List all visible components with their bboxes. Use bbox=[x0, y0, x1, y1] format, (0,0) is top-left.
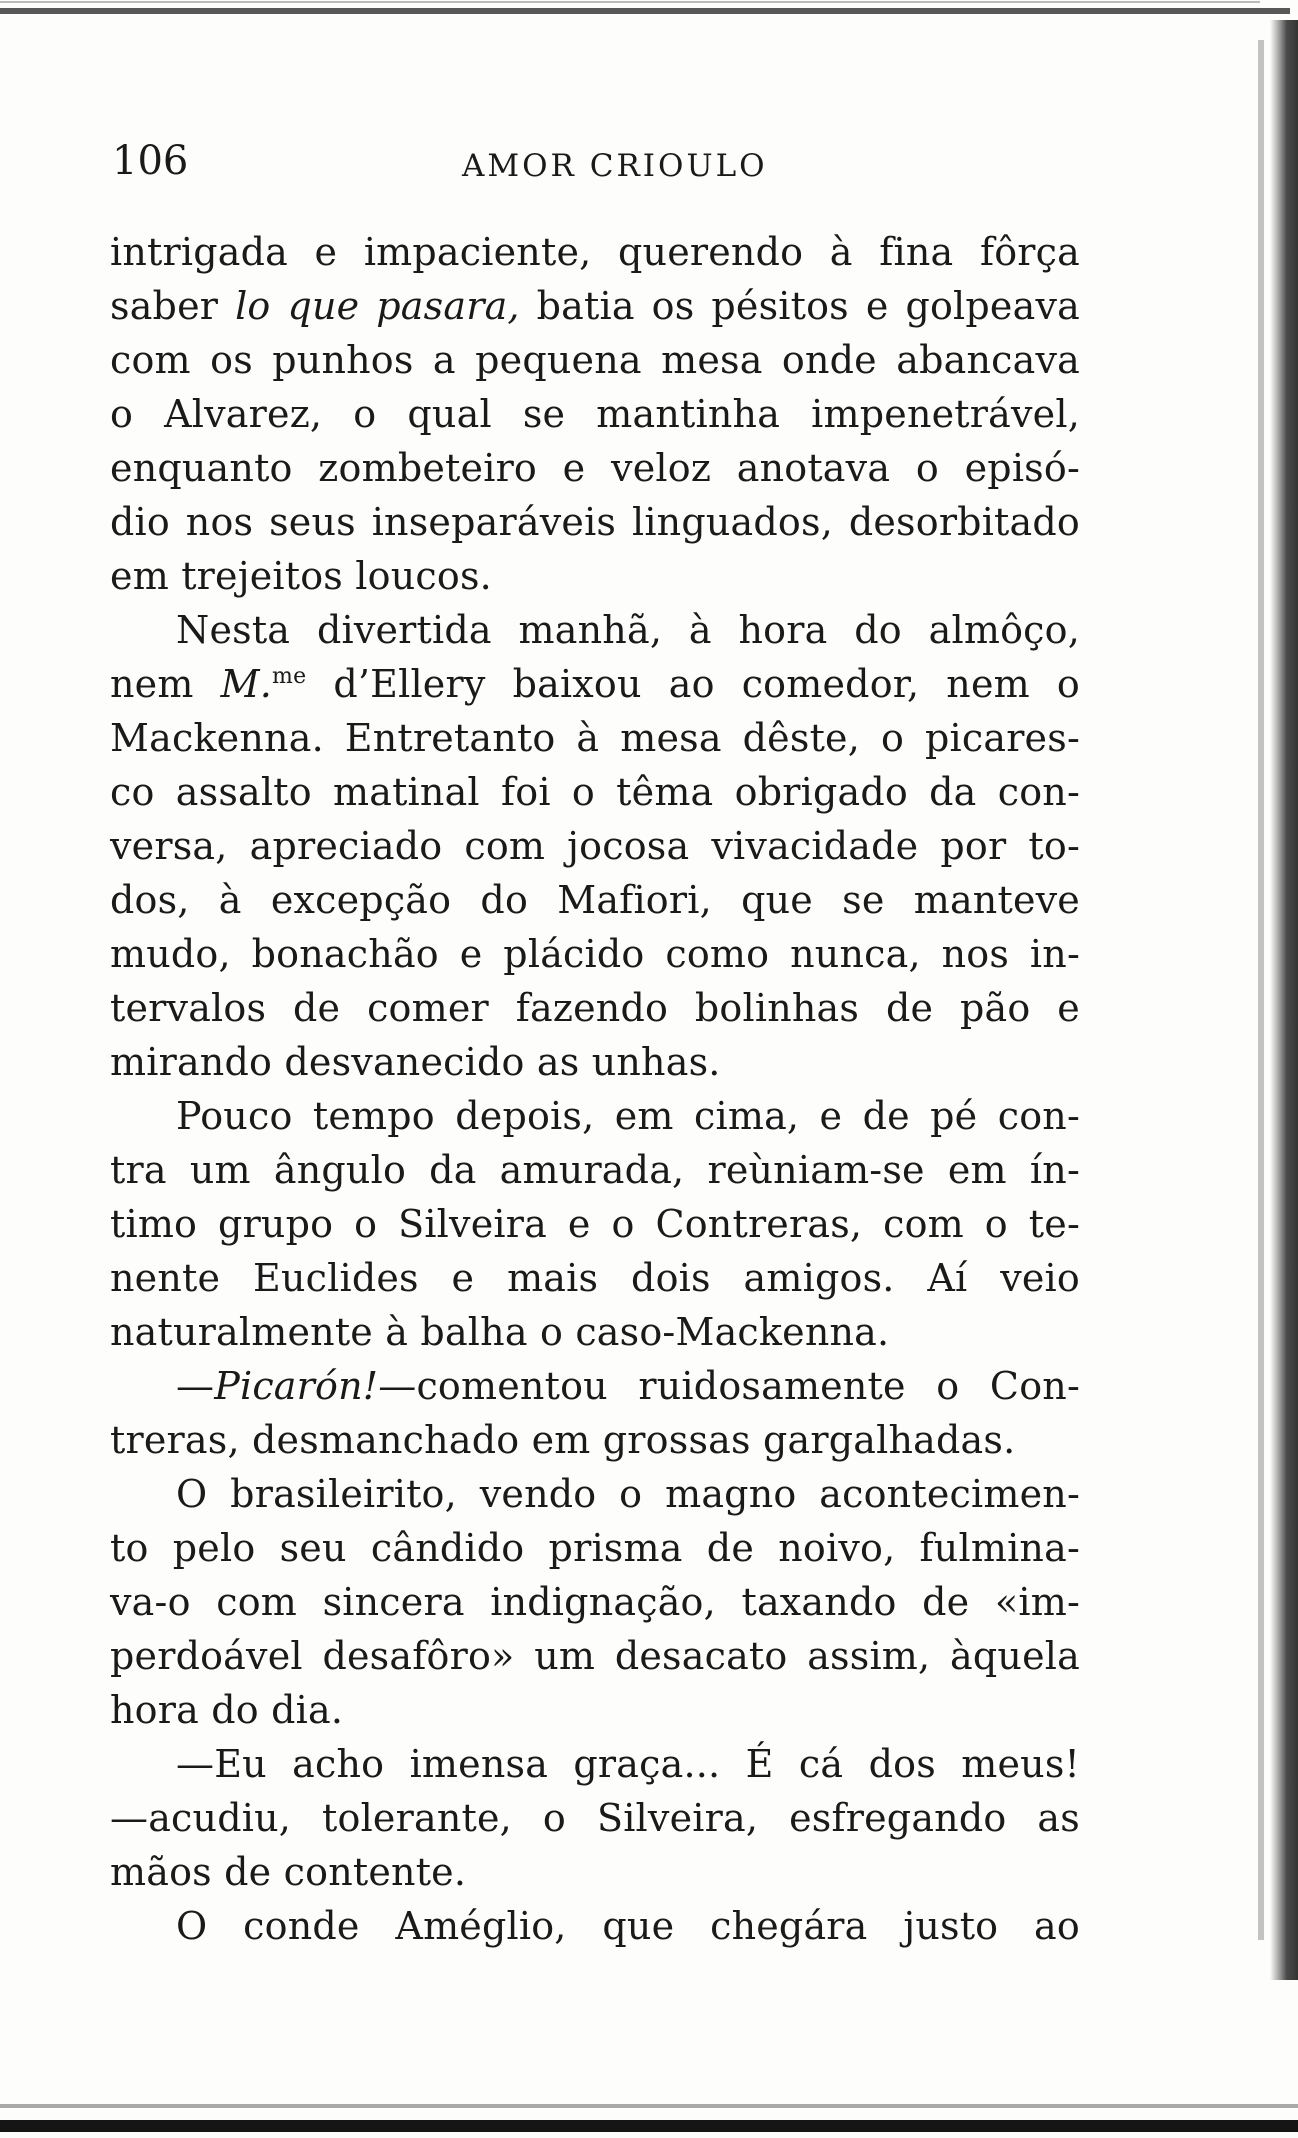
text-line: enquanto zombeteiro e veloz anotava o episó- bbox=[110, 446, 1080, 490]
text-line: perdoável desafôro» um desacato assim, àquela bbox=[110, 1634, 1080, 1678]
text-line: Nesta divertida manhã, à hora do almôço, bbox=[176, 608, 1080, 652]
italic-abbreviation: M. bbox=[220, 662, 273, 706]
text-line: versa, apreciado com jocosa vivacidade por to- bbox=[110, 824, 1080, 868]
text-line: o Alvarez, o qual se mantinha impenetrável, bbox=[110, 392, 1080, 436]
top-edge-shadow bbox=[0, 1, 1260, 3]
body-text bbox=[110, 225, 1080, 1953]
bottom-edge-border bbox=[0, 2120, 1298, 2132]
text-line: Pouco tempo depois, em cima, e de pé con- bbox=[176, 1094, 1080, 1138]
text-line: co assalto matinal foi o têma obrigado da con- bbox=[110, 770, 1080, 814]
text-line: mudo, bonachão e plácido como nunca, nos in- bbox=[110, 932, 1080, 976]
text-line: dos, à excepção do Mafiori, que se manteve bbox=[110, 878, 1080, 922]
text-line: Mackenna. Entretanto à mesa dêste, o picares- bbox=[110, 716, 1080, 760]
text-line: timo grupo o Silveira e o Contreras, com o te- bbox=[110, 1202, 1080, 1246]
text-line: nente Euclides e mais dois amigos. Aí veio bbox=[110, 1256, 1080, 1300]
running-head: AMOR CRIOULO bbox=[462, 148, 768, 184]
text-line: hora do dia. bbox=[110, 1688, 344, 1732]
superscript: me bbox=[272, 664, 307, 689]
text-line: naturalmente à balha o caso-Mackenna. bbox=[110, 1310, 890, 1354]
text-line: —Eu acho imensa graça... É cá dos meus! bbox=[176, 1742, 1080, 1786]
text-line: tervalos de comer fazendo bolinhas de pão e bbox=[110, 986, 1080, 1030]
text-run: nem bbox=[110, 662, 221, 706]
top-edge-border bbox=[0, 8, 1290, 14]
text-line: va-o com sincera indignação, taxando de «im- bbox=[110, 1580, 1080, 1624]
page-header bbox=[112, 138, 1112, 188]
text-line: com os punhos a pequena mesa onde abancava bbox=[110, 338, 1080, 382]
text-run: saber bbox=[110, 284, 236, 328]
text-run: — bbox=[176, 1364, 215, 1408]
text-line: mãos de contente. bbox=[110, 1850, 467, 1894]
text-line: O brasileirito, vendo o magno acontecimen- bbox=[176, 1472, 1080, 1516]
bottom-edge-shadow bbox=[0, 2104, 1298, 2108]
text-line: to pelo seu cândido prisma de noivo, fulmina- bbox=[110, 1526, 1080, 1570]
text-line: tra um ângulo da amurada, reùniam-se em ín- bbox=[110, 1148, 1080, 1192]
page-number: 106 bbox=[112, 138, 189, 184]
italic-phrase: Picarón! bbox=[214, 1364, 379, 1408]
text-line bbox=[110, 657, 1080, 711]
text-line: em trejeitos loucos. bbox=[110, 554, 492, 598]
right-edge-shadow bbox=[1270, 20, 1298, 1980]
text-line: —acudiu, tolerante, o Silveira, esfregando as bbox=[110, 1796, 1080, 1840]
gutter-shadow bbox=[1258, 40, 1264, 1940]
text-line bbox=[110, 1359, 1080, 1413]
text-run: d’Ellery baixou ao comedor, nem o bbox=[306, 662, 1081, 706]
text-line: mirando desvanecido as unhas. bbox=[110, 1040, 721, 1084]
italic-phrase: lo que pasara, bbox=[235, 284, 520, 328]
text-line: intrigada e impaciente, querendo à fina fôrça bbox=[110, 230, 1080, 274]
text-run: batia os pésitos e golpeava bbox=[519, 284, 1080, 328]
text-run: —comentou ruidosamente o Con- bbox=[378, 1364, 1080, 1408]
text-line: O conde Améglio, que chegára justo ao bbox=[176, 1904, 1080, 1948]
text-line: treras, desmanchado em grossas gargalhadas. bbox=[110, 1418, 1016, 1462]
text-line bbox=[110, 279, 1080, 333]
text-line: dio nos seus inseparáveis linguados, desorbitado bbox=[110, 500, 1080, 544]
